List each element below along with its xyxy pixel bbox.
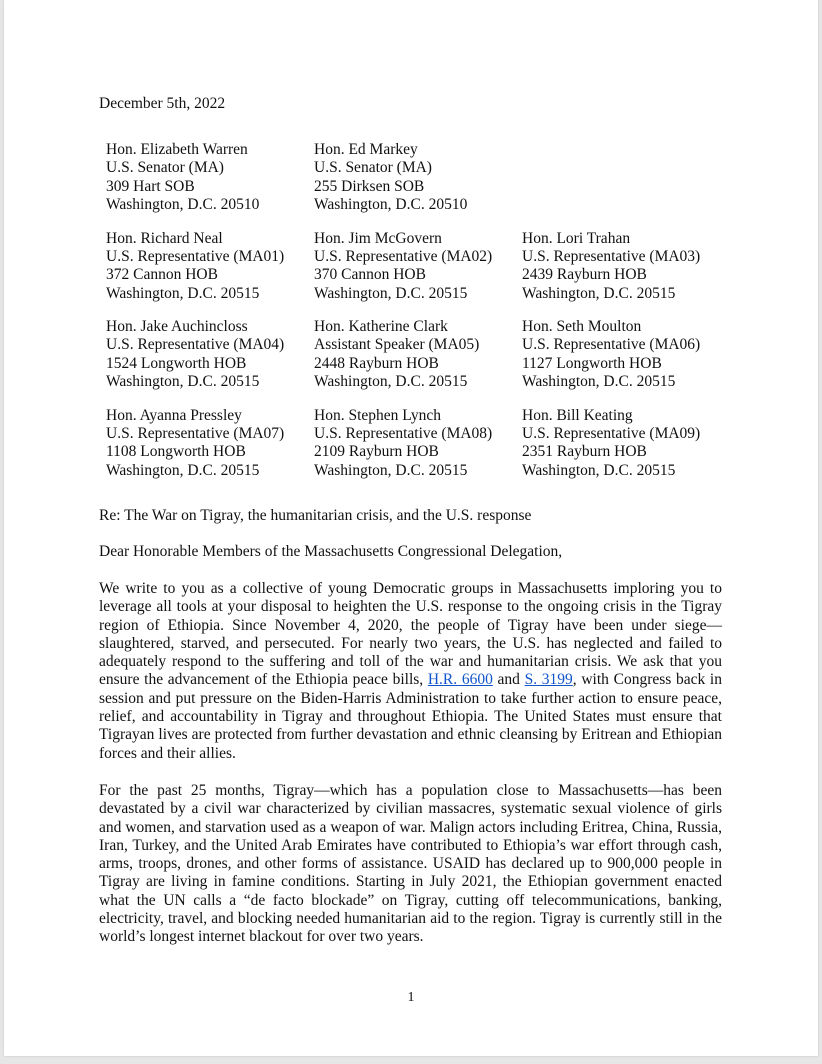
recipient-office: 370 Cannon HOB bbox=[314, 266, 426, 284]
recipient-title: U.S. Representative (MA01) bbox=[106, 247, 285, 265]
recipient-city: Washington, D.C. 20510 bbox=[106, 196, 260, 214]
recipient-title: U.S. Senator (MA) bbox=[106, 159, 224, 177]
paragraph-text: , with Congress back in session and put pressure on the Biden-Harris Administration to take further action to ensure peace, relief, and accountability in Tigray and throughout Ethiopia. The United States must ensure that Tigrayan lives are protected from further devastation and ethnic cleansing by Eritrean and Ethiopian forces and their allies. bbox=[99, 671, 722, 762]
recipient-address-grid bbox=[106, 141, 746, 495]
recipient-address-block bbox=[314, 230, 522, 319]
recipient-row bbox=[106, 141, 746, 230]
recipient-name: Hon. Richard Neal bbox=[106, 229, 223, 247]
recipient-name: Hon. Lori Trahan bbox=[522, 229, 631, 247]
recipient-city: Washington, D.C. 20510 bbox=[314, 196, 468, 214]
recipient-title: U.S. Representative (MA08) bbox=[314, 424, 493, 442]
page-number: 1 bbox=[407, 990, 415, 1005]
recipient-title: U.S. Representative (MA06) bbox=[522, 336, 701, 354]
recipient-city: Washington, D.C. 20515 bbox=[106, 373, 260, 391]
recipient-address-block bbox=[106, 407, 314, 496]
body-paragraph: For the past 25 months, Tigray—which has a population close to Massachusetts—has been devastated by a civil war characterized by civilian massacres, systematic sexual violence of girls and women, and starvation used as a weapon of war. Malign actors including Eritrea, China, Russia, Iran, Turkey, and the United Arab Emirates have contributed to Ethiopia’s war effort through cash, arms, troops, drones, and other forms of assistance. USAID has declared up to 900,000 people in Tigray are living in famine conditions. Starting in July 2021, the Ethiopian government enacted what the UN calls a “de facto blockade” on Tigray, cutting off telecommunications, banking, electricity, travel, and blocking needed humanitarian aid to the region. Tigray is currently still in the world’s longest internet blackout for over two years. bbox=[99, 782, 722, 946]
recipient-name: Hon. Bill Keating bbox=[522, 406, 633, 424]
recipient-office: 2351 Rayburn HOB bbox=[522, 443, 647, 461]
recipient-name: Hon. Katherine Clark bbox=[314, 318, 448, 335]
recipient-name: Hon. Ayanna Pressley bbox=[106, 406, 242, 424]
body-paragraph bbox=[99, 580, 722, 763]
recipient-office: 372 Cannon HOB bbox=[106, 266, 218, 284]
letter-date: December 5th, 2022 bbox=[99, 95, 226, 112]
recipient-address-block bbox=[522, 407, 730, 496]
paragraph-text: and bbox=[492, 671, 525, 689]
recipient-address-block bbox=[522, 230, 730, 319]
s-3199-link[interactable]: S. 3199 bbox=[524, 671, 573, 689]
recipient-city: Washington, D.C. 20515 bbox=[522, 461, 676, 479]
recipient-address-block bbox=[106, 141, 314, 230]
recipient-city: Washington, D.C. 20515 bbox=[314, 461, 468, 479]
recipient-address-block bbox=[522, 318, 730, 407]
recipient-title: U.S. Representative (MA02) bbox=[314, 247, 493, 265]
recipient-address-block bbox=[314, 407, 522, 496]
recipient-name: Hon. Stephen Lynch bbox=[314, 406, 441, 424]
recipient-name: Hon. Ed Markey bbox=[314, 141, 418, 158]
recipient-office: 1524 Longworth HOB bbox=[106, 354, 247, 372]
recipient-name: Hon. Elizabeth Warren bbox=[106, 141, 248, 158]
recipient-city: Washington, D.C. 20515 bbox=[314, 284, 468, 302]
recipient-address-block bbox=[106, 230, 314, 319]
recipient-office: 1127 Longworth HOB bbox=[522, 354, 662, 372]
recipient-title: U.S. Senator (MA) bbox=[314, 159, 432, 177]
recipient-title: U.S. Representative (MA07) bbox=[106, 424, 285, 442]
recipient-row bbox=[106, 318, 746, 407]
recipient-office: 255 Dirksen SOB bbox=[314, 177, 425, 195]
recipient-office: 1108 Longworth HOB bbox=[106, 443, 246, 461]
recipient-title: U.S. Representative (MA09) bbox=[522, 424, 701, 442]
recipient-name: Hon. Jake Auchincloss bbox=[106, 318, 248, 335]
recipient-title: U.S. Representative (MA04) bbox=[106, 336, 285, 354]
recipient-city: Washington, D.C. 20515 bbox=[522, 284, 676, 302]
recipient-address-block bbox=[314, 141, 522, 230]
paragraph-text: We write to you as a collective of young Democratic groups in Massachusetts imploring you to leverage all tools at your disposal to heighten the U.S. response to the ongoing crisis in the Tigray region of Ethiopia. Since November 4, 2020, the people of Tigray have been under siege—slaughtered, starved, and persecuted. For nearly two years, the U.S. has neglected and failed to adequately respond to the suffering and toll of the war and humanitarian crisis. We ask that you ensure the advancement of the Ethiopia peace bills, bbox=[99, 580, 722, 689]
salutation: Dear Honorable Members of the Massachusetts Congressional Delegation, bbox=[99, 543, 563, 560]
recipient-office: 2448 Rayburn HOB bbox=[314, 354, 439, 372]
recipient-name: Hon. Seth Moulton bbox=[522, 318, 642, 335]
recipient-title: U.S. Representative (MA03) bbox=[522, 247, 701, 265]
recipient-city: Washington, D.C. 20515 bbox=[106, 284, 260, 302]
recipient-address-block bbox=[106, 318, 314, 407]
recipient-city: Washington, D.C. 20515 bbox=[314, 373, 468, 391]
recipient-row bbox=[106, 230, 746, 319]
recipient-city: Washington, D.C. 20515 bbox=[106, 461, 260, 479]
recipient-name: Hon. Jim McGovern bbox=[314, 229, 442, 247]
recipient-row bbox=[106, 407, 746, 496]
document-page bbox=[4, 0, 818, 1056]
recipient-address-block bbox=[314, 318, 522, 407]
subject-line: Re: The War on Tigray, the humanitarian crisis, and the U.S. response bbox=[99, 507, 532, 524]
recipient-title: Assistant Speaker (MA05) bbox=[314, 336, 480, 354]
recipient-city: Washington, D.C. 20515 bbox=[522, 373, 676, 391]
recipient-office: 2109 Rayburn HOB bbox=[314, 443, 439, 461]
hr-6600-link[interactable]: H.R. 6600 bbox=[427, 671, 493, 689]
recipient-office: 309 Hart SOB bbox=[106, 177, 195, 195]
recipient-office: 2439 Rayburn HOB bbox=[522, 266, 647, 284]
